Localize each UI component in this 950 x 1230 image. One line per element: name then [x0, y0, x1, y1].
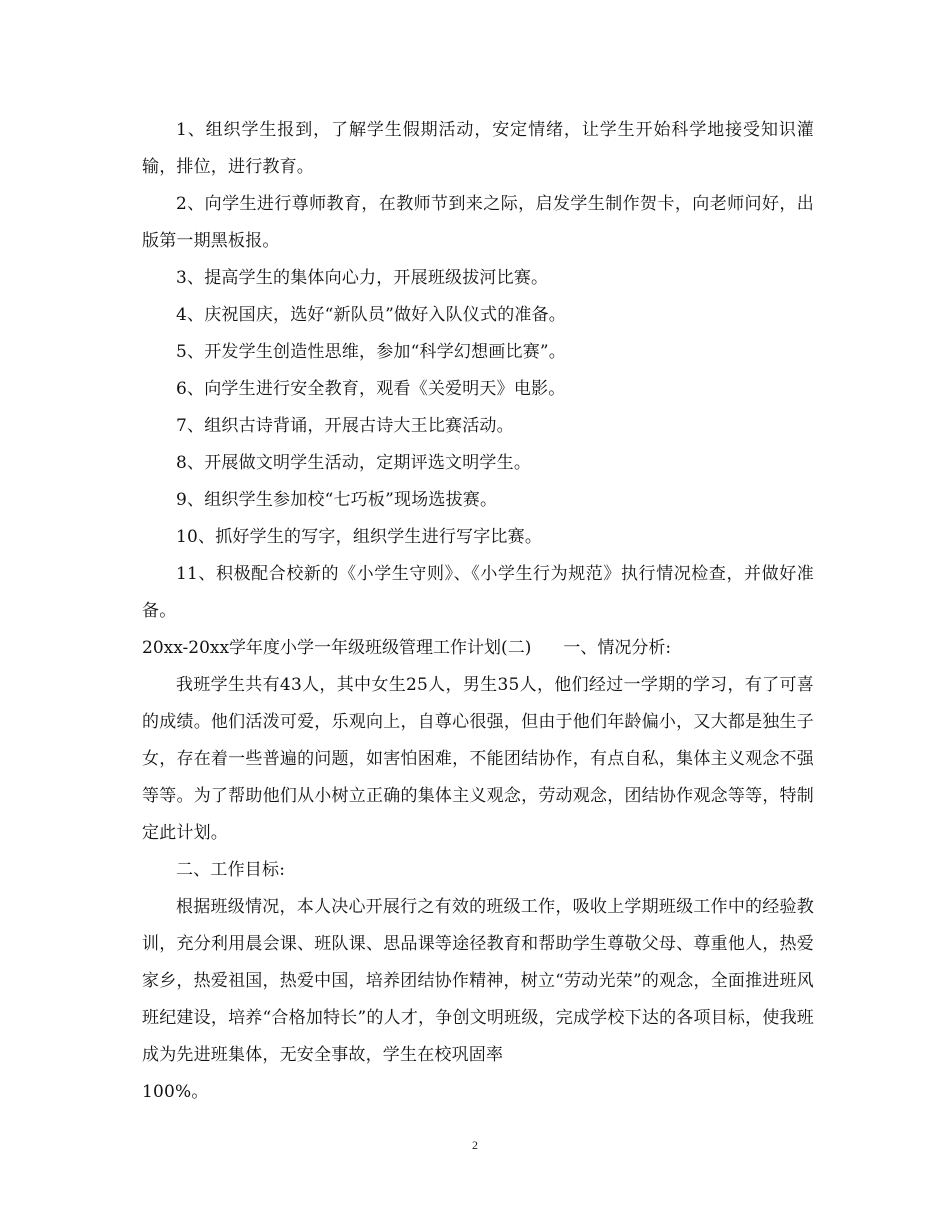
list-item: 4、庆祝国庆，选好“新队员”做好入队仪式的准备。 [176, 305, 566, 325]
section-heading-goals: 二、工作目标: [176, 860, 286, 880]
document-body [142, 112, 814, 1111]
analysis-paragraph: 我班学生共有43人，其中女生25人，男生35人，他们经过一学期的学习，有了可喜的成绩。他们活泼可爱，乐观向上，自尊心很强，但由于他们年龄偏小，又大都是独生子女，存在着一些普遍的问题，如害怕困难，不能团结协作，有点自私，集体主义观念不强等等。为了帮助他们从小树立正确的集体主义观念，劳动观念，团结协作观念等等，特制定此计划。 [142, 675, 814, 843]
page-number: 2 [472, 1138, 478, 1152]
list-item: 2、向学生进行尊师教育，在教师节到来之际，启发学生制作贺卡，向老师问好，出版第一期黑板报。 [142, 194, 814, 251]
goals-paragraph-tail: 100%。 [142, 1082, 209, 1102]
list-item: 6、向学生进行安全教育，观看《关爱明天》电影。 [176, 379, 566, 399]
section-heading-analysis: 一、情况分析: [563, 638, 672, 658]
list-item: 9、组织学生参加校“七巧板”现场选拔赛。 [176, 490, 498, 510]
list-item: 7、组织古诗背诵，开展古诗大王比赛活动。 [176, 416, 514, 436]
list-item: 8、开展做文明学生活动，定期评选文明学生。 [176, 453, 532, 473]
list-item: 5、开发学生创造性思维，参加“科学幻想画比赛”。 [176, 342, 566, 362]
plan-title: 20xx-20xx学年度小学一年级班级管理工作计划(二) [142, 638, 532, 658]
list-item: 10、抓好学生的写字，组织学生进行写字比赛。 [176, 527, 543, 547]
plan-title-line [142, 630, 814, 667]
goals-paragraph: 根据班级情况，本人决心开展行之有效的班级工作，吸收上学期班级工作中的经验教训，充分利用晨会课、班队课、思品课等途径教育和帮助学生尊敬父母、尊重他人，热爱家乡，热爱祖国，热爱中国，培养团结协作精神，树立“劳动光荣”的观念，全面推进班风班纪建设，培养“合格加特长”的人才，争创文明班级，完成学校下达的各项目标，使我班成为先进班集体，无安全事故，学生在校巩固率 [142, 897, 814, 1065]
list-item: 3、提高学生的集体向心力，开展班级拔河比赛。 [176, 268, 549, 288]
list-item: 11、积极配合校新的《小学生守则》、《小学生行为规范》执行情况检查，并做好准备。 [142, 564, 814, 621]
list-item: 1、组织学生报到，了解学生假期活动，安定情绪，让学生开始科学地接受知识灌输，排位，进行教育。 [142, 120, 814, 177]
